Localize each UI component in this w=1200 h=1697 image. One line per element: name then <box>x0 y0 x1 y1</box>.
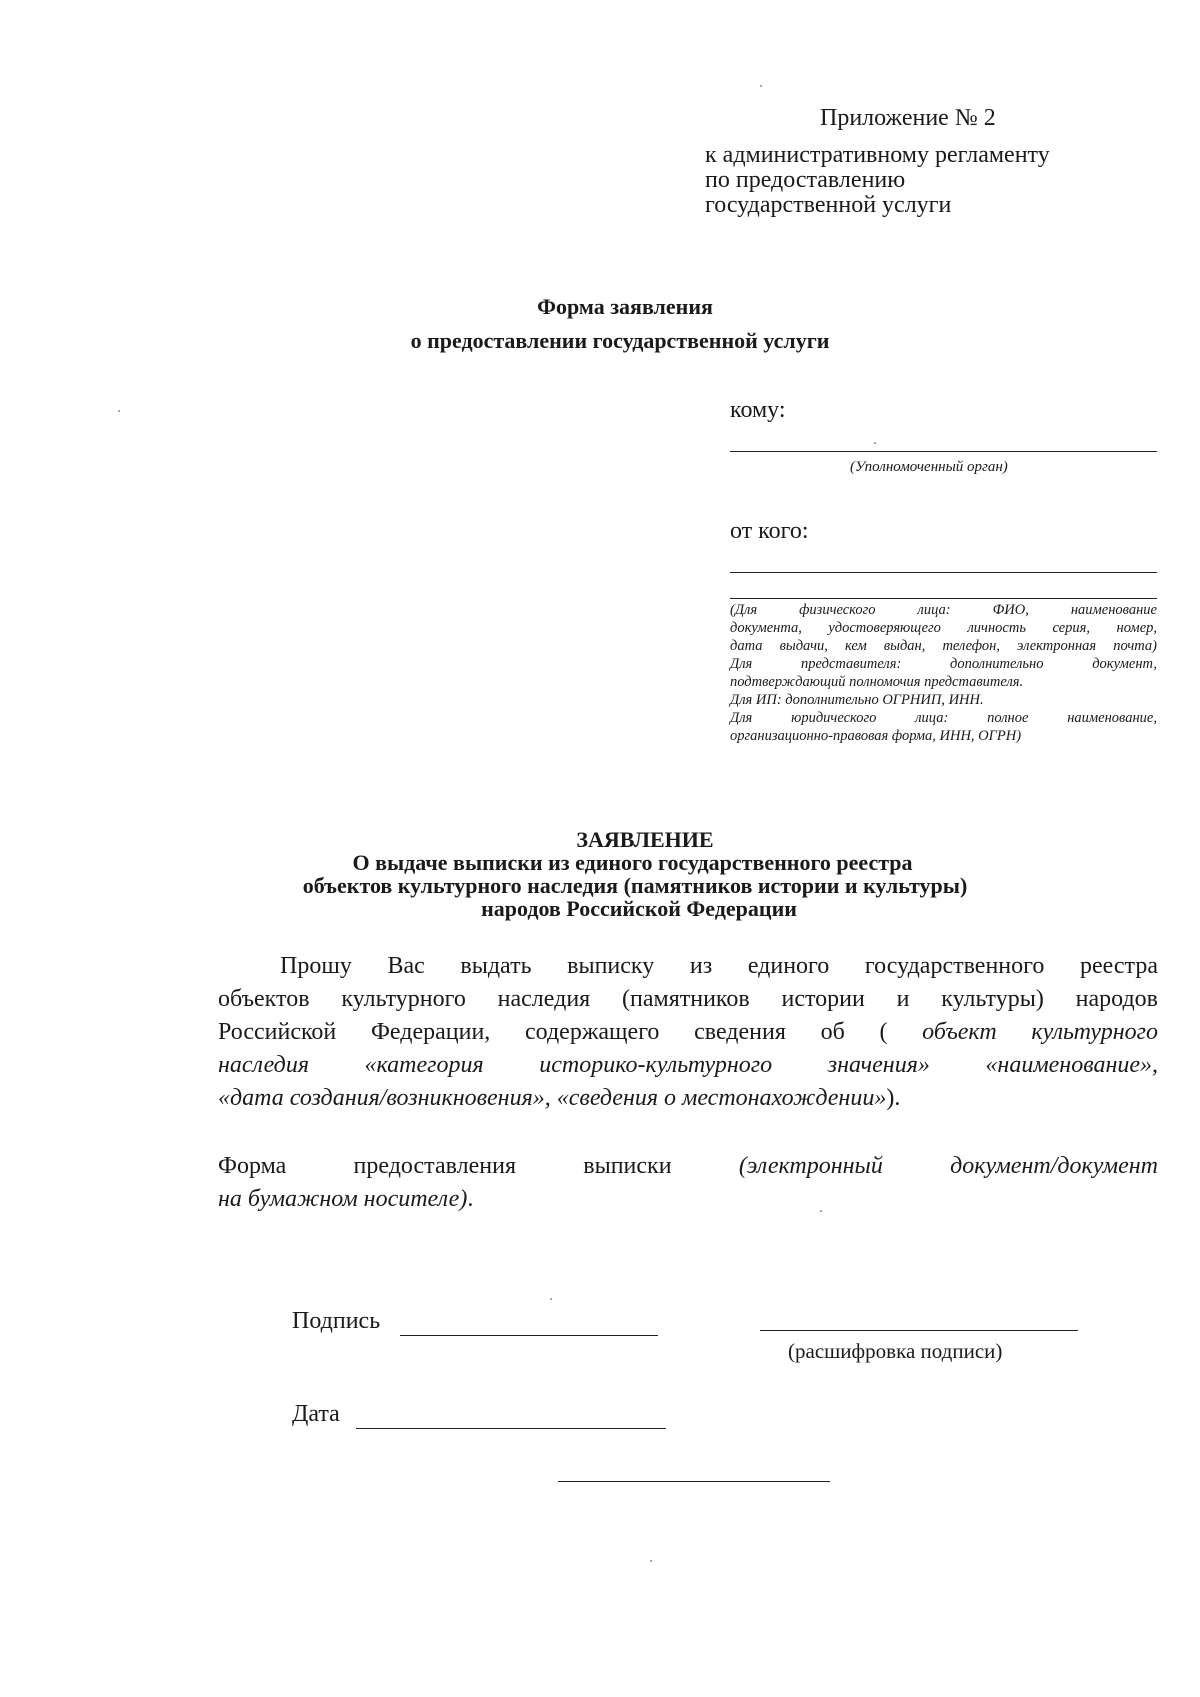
statement-line: О выдаче выписки из единого государственного реестра <box>352 850 913 875</box>
paragraph-line <box>218 1150 1158 1183</box>
signature-decoding-field[interactable] <box>760 1330 1078 1331</box>
delivery-label: Форма предоставления выписки <box>218 1153 672 1179</box>
delivery-form-paragraph <box>218 1150 1158 1216</box>
hint-line: организационно-правовая форма, ИНН, ОГРН) <box>730 728 1022 744</box>
from-field-line-1[interactable] <box>730 572 1157 573</box>
from-label: от кого: <box>730 518 809 544</box>
appendix-line: по предоставлению <box>705 167 906 193</box>
form-title-line: Форма заявления <box>537 294 713 319</box>
scan-speck <box>550 1298 552 1300</box>
form-title <box>0 290 1200 358</box>
signature-caption: (расшифровка подписи) <box>788 1339 1003 1363</box>
paragraph-line: объектов культурного наследия (памятников истории и культуры) народов <box>218 986 1158 1012</box>
signature-label: Подпись <box>292 1308 381 1334</box>
statement-line: объектов культурного наследия (памятников истории и культуры) <box>302 873 968 898</box>
appendix-title: Приложение № 2 <box>820 105 996 131</box>
from-hint <box>730 601 1157 745</box>
hint-line: (Для физического лица: ФИО, наименование <box>730 602 1157 618</box>
delivery-value: на бумажном носителе) <box>218 1186 468 1212</box>
form-title-line: о предоставлении государственной услуги <box>410 328 830 353</box>
signature-field[interactable] <box>400 1335 658 1336</box>
bottom-divider <box>558 1481 830 1482</box>
paragraph-text: . <box>467 1186 474 1212</box>
hint-line: подтверждающий полномочия представителя. <box>730 674 1024 690</box>
hint-line: Для ИП: дополнительно ОГРНИП, ИНН. <box>730 692 984 708</box>
paragraph-italic: «дата создания/возникновения», «сведения о местонахождении» <box>218 1085 887 1111</box>
scan-speck <box>760 85 762 87</box>
date-field[interactable] <box>356 1428 666 1429</box>
paragraph-italic: объект культурного <box>922 1019 1158 1045</box>
to-field[interactable] <box>730 451 1157 452</box>
paragraph-line <box>218 1082 1158 1115</box>
hint-line: Для представителя: дополнительно документ, <box>730 656 1157 672</box>
paragraph-text: Российской Федерации, содержащего сведения об ( <box>218 1019 888 1045</box>
scan-speck <box>650 1560 652 1562</box>
to-caption: (Уполномоченный орган) <box>850 459 1008 475</box>
paragraph-line: Прошу Вас выдать выписку из единого государственного реестра <box>280 953 1158 979</box>
from-field-line-2[interactable] <box>730 598 1157 599</box>
to-label: кому: <box>730 397 786 423</box>
statement-line: народов Российской Федерации <box>481 896 797 921</box>
delivery-value: (электронный документ/документ <box>738 1153 1158 1179</box>
scan-speck <box>118 410 120 412</box>
date-label: Дата <box>292 1401 340 1427</box>
appendix-subtitle <box>705 143 1050 218</box>
statement-title: ЗАЯВЛЕНИЕ <box>576 827 714 852</box>
paragraph-line <box>218 1183 1158 1216</box>
scan-speck <box>874 442 876 444</box>
appendix-line: к административному регламенту <box>705 142 1050 168</box>
hint-line: дата выдачи, кем выдан, телефон, электронная почта) <box>730 638 1157 654</box>
scan-speck <box>820 1210 822 1212</box>
paragraph-text: ). <box>886 1085 901 1111</box>
appendix-line: государственной услуги <box>705 192 952 218</box>
paragraph-line <box>218 1016 1158 1049</box>
hint-line: документа, удостоверяющего личность серия, номер, <box>730 620 1157 636</box>
request-paragraph <box>218 950 1158 1115</box>
paragraph-line: наследия «категория историко-культурного значения» «наименование», <box>218 1052 1158 1078</box>
hint-line: Для юридического лица: полное наименование, <box>730 710 1157 726</box>
statement-heading <box>0 828 1200 920</box>
